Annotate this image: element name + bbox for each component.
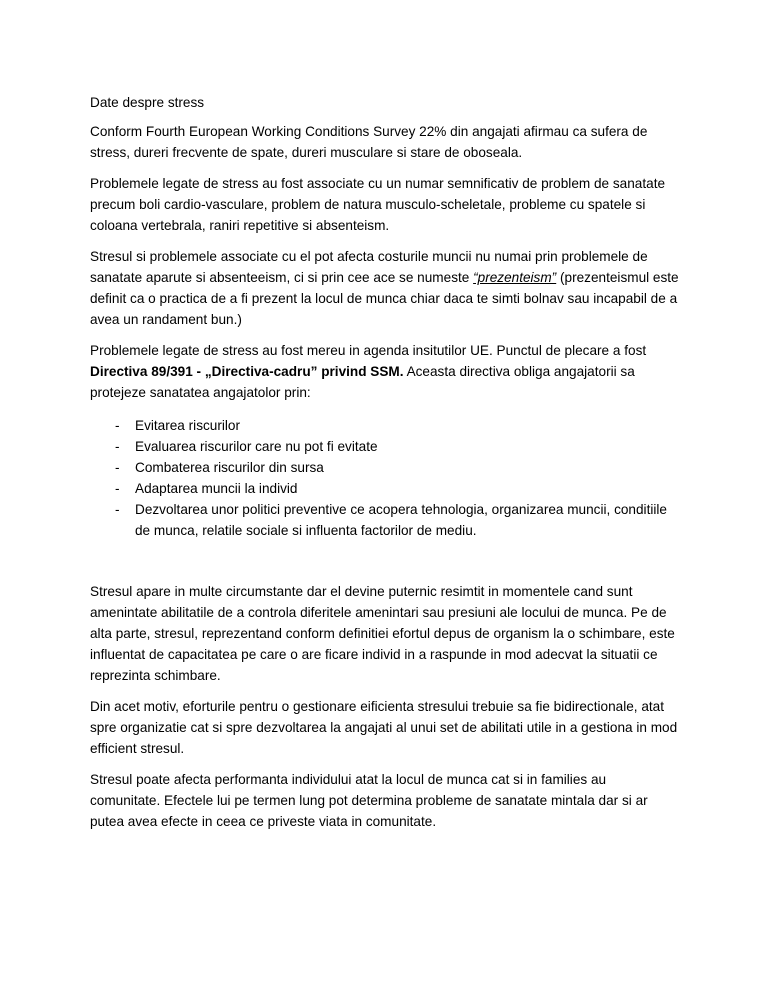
list-item: - Adaptarea muncii la individ	[90, 478, 680, 499]
paragraph-presenteeism-text-start: Stresul si problemele associate cu el pot afecta costurile muncii nu numai prin problemele de sanatate aparute si absenteeism, ci si prin cee ace se numeste	[90, 249, 648, 285]
document-title: Date despre stress	[90, 95, 205, 110]
list-item: - Evitarea riscurilor	[90, 415, 680, 436]
prevention-measures-list	[90, 415, 680, 541]
paragraph-health-problems: Problemele legate de stress au fost associate cu un numar semnificativ de problem de sanatate precum boli cardio-vasculare, problem de natura musculo-scheletale, probleme cu spatele si coloana vertebrala, raniri repetitive si absenteism.	[90, 176, 666, 233]
spacer	[90, 541, 680, 581]
paragraph-performance-effects: Stresul poate afecta performanta individului atat la locul de munca cat si in families au comunitate. Efectele lui pe termen lung pot determina probleme de sanatate mintala dar si ar putea avea efecte in ceea ce priveste viata in comunitate.	[90, 772, 648, 829]
paragraph-eu-directive-text-start: Problemele legate de stress au fost mereu in agenda insitutilor UE. Punctul de plecare a fost	[90, 343, 647, 358]
paragraph-survey: Conform Fourth European Working Conditions Survey 22% din angajati afirmau ca sufera de stress, dureri frecvente de spate, dureri musculare si stare de oboseala.	[90, 124, 648, 160]
presenteeism-term: “prezenteism”	[473, 270, 557, 285]
directive-reference: Directiva 89/391 - „Directiva-cadru” privind SSM.	[90, 364, 404, 379]
paragraph-presenteeism-text-end: (prezenteismul este definit ca o practica de a fi prezent la locul de munca chiar daca te simti bolnav sau incapabil de a avea un randament bun.)	[90, 270, 679, 327]
paragraph-bidirectional-management: Din acet motiv, eforturile pentru o gestionare eificienta stresului trebuie sa fie bidirectionale, atat spre organizatie cat si spre dezvoltarea la angajati al unui set de abilitati utile in a gestiona in mod efficient stresul.	[90, 699, 678, 756]
paragraph-eu-directive-text-end: Aceasta directiva obliga angajatorii sa protejeze sanatatea angajatolor prin:	[90, 364, 635, 400]
paragraph-stress-circumstances: Stresul apare in multe circumstante dar el devine puternic resimtit in momentele cand sunt amenintate abilitatile de a controla diferitele amenintari sau presiuni ale locului de munca. Pe de alta parte, stresul, reprezentand conform definitiei efortul depus de organism la o schimbare, este influentat de capacitatea pe care o are ficare individ in a raspunde in mod adecvat la situatii ce reprezinta schimbare.	[90, 584, 675, 683]
list-item: - Combaterea riscurilor din sursa	[90, 457, 680, 478]
paragraph-presenteeism	[90, 246, 680, 330]
list-item: - Dezvoltarea unor politici preventive ce acopera tehnologia, organizarea muncii, conditiile de munca, relatile sociale si influenta factorilor de mediu.	[90, 499, 680, 541]
list-item: - Evaluarea riscurilor care nu pot fi evitate	[90, 436, 680, 457]
paragraph-eu-directive	[90, 340, 680, 403]
